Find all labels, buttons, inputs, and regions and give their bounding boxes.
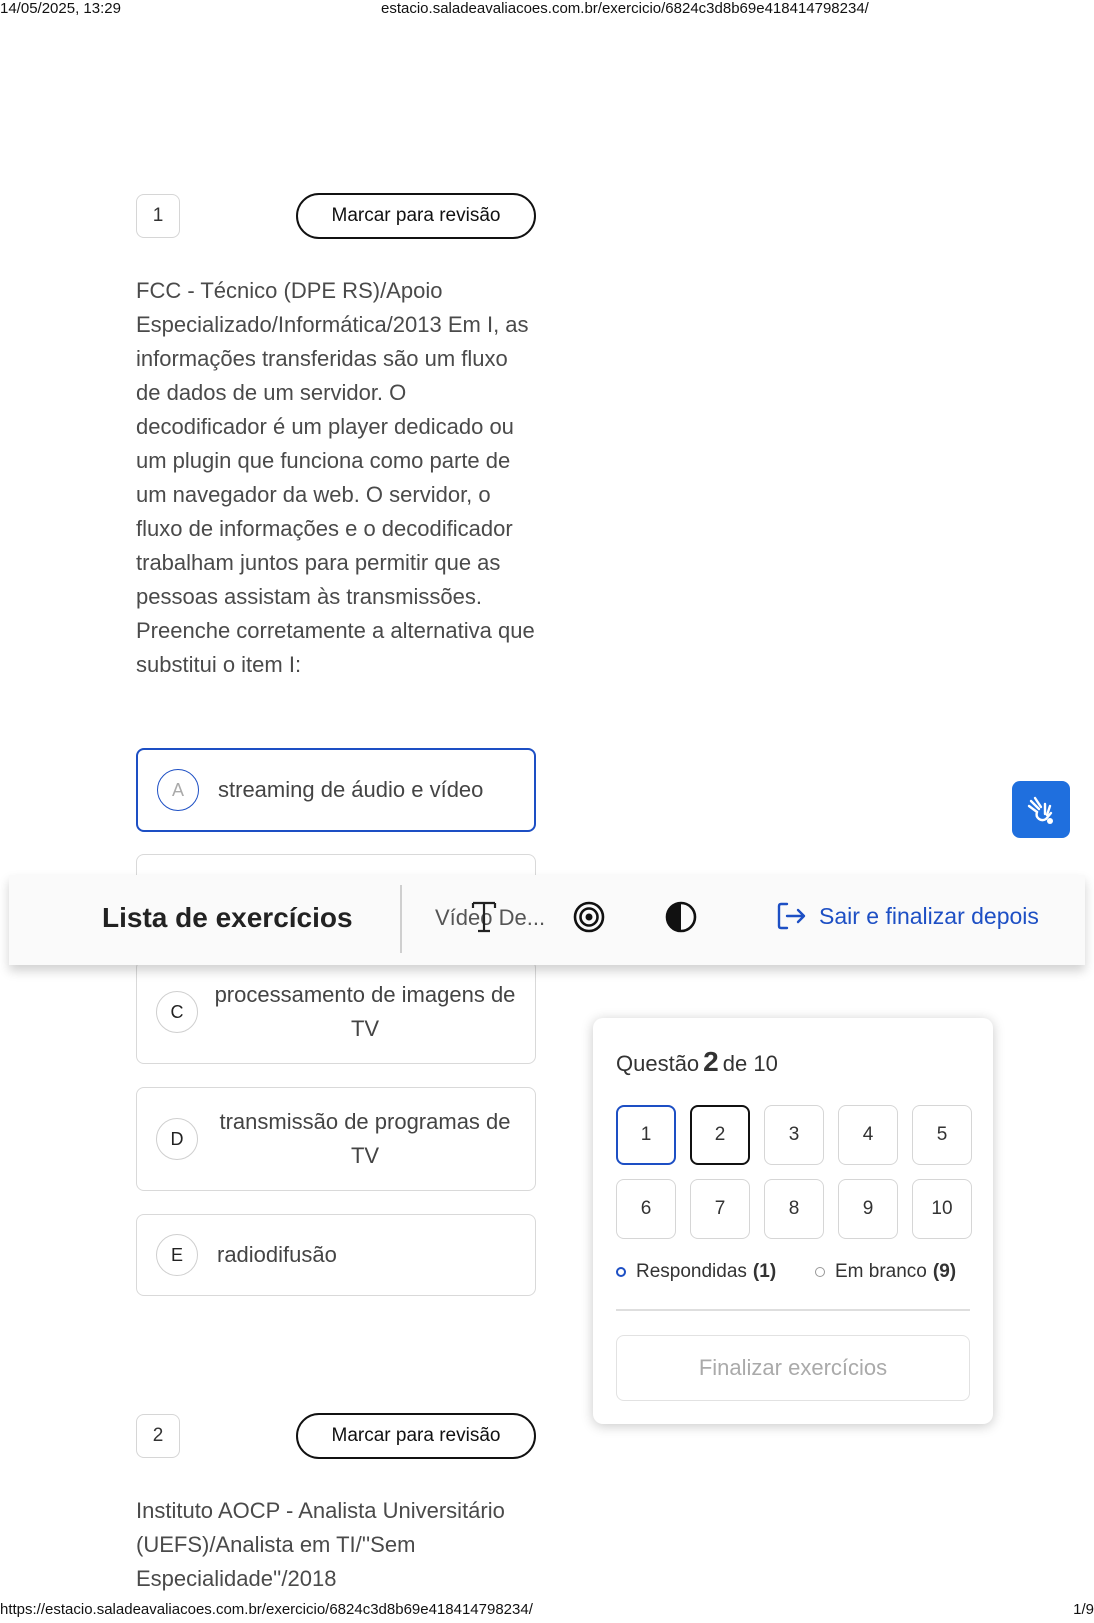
- current-question: 2: [703, 1046, 719, 1077]
- question-link[interactable]: 4: [838, 1105, 898, 1165]
- exercise-toolbar: [9, 875, 1085, 965]
- option-text: streaming de áudio e vídeo: [218, 777, 484, 802]
- answered-dot-icon: [616, 1267, 626, 1277]
- question-link[interactable]: 6: [616, 1179, 676, 1239]
- option-letter: C: [156, 991, 198, 1033]
- blank-dot-icon: [815, 1267, 825, 1277]
- question-link[interactable]: 10: [912, 1179, 972, 1239]
- text-size-icon[interactable]: [469, 900, 499, 939]
- option-e[interactable]: [136, 1214, 536, 1296]
- question-text: Instituto AOCP - Analista Universitário (UEFS)/Analista em TI/''Sem Especialidade''/2018: [136, 1498, 505, 1591]
- toolbar-divider: [400, 885, 402, 953]
- question-grid: [616, 1105, 970, 1239]
- legend-answered: Respondidas (1): [616, 1261, 776, 1283]
- legend-blank: Em branco (9): [815, 1261, 956, 1283]
- question-navigator: [593, 1018, 993, 1424]
- option-text: processamento de imagens de TV: [214, 982, 516, 1041]
- question-link[interactable]: 8: [764, 1179, 824, 1239]
- question-link[interactable]: 1: [616, 1105, 676, 1165]
- sign-language-button[interactable]: [1012, 781, 1070, 838]
- navigator-title: Questão 2 de 10: [616, 1046, 778, 1077]
- navigator-divider: [616, 1309, 970, 1311]
- mark-for-review-button[interactable]: Marcar para revisão: [296, 193, 536, 239]
- target-icon[interactable]: [572, 900, 606, 939]
- print-header: [0, 0, 1094, 20]
- print-footer: [0, 1601, 1094, 1623]
- sign-language-icon: [1023, 792, 1059, 828]
- option-text: radiodifusão: [217, 1242, 337, 1267]
- toolbar-title: Lista de exercícios: [102, 902, 353, 933]
- mark-for-review-button[interactable]: Marcar para revisão: [296, 1413, 536, 1459]
- question-number: 1: [136, 194, 180, 238]
- question-number: 2: [136, 1414, 180, 1458]
- option-c[interactable]: [136, 960, 536, 1064]
- question-link[interactable]: 2: [690, 1105, 750, 1165]
- option-text: transmissão de programas de TV: [219, 1109, 511, 1168]
- exit-button[interactable]: [775, 900, 1039, 932]
- exit-label: Sair e finalizar depois: [819, 902, 1039, 929]
- question-link[interactable]: 9: [838, 1179, 898, 1239]
- question-link[interactable]: 7: [690, 1179, 750, 1239]
- video-button[interactable]: Vídeo De...: [435, 905, 546, 930]
- option-d[interactable]: [136, 1087, 536, 1191]
- print-header-url: estacio.saladeavaliacoes.com.br/exercicio/6824c3d8b69e418414798234/: [381, 0, 869, 17]
- print-page-number: 1/9: [1073, 1601, 1094, 1618]
- question-link[interactable]: 5: [912, 1105, 972, 1165]
- option-letter: D: [156, 1118, 198, 1160]
- option-letter: E: [156, 1234, 198, 1276]
- exit-icon: [775, 900, 807, 932]
- finish-exercises-button[interactable]: Finalizar exercícios: [616, 1335, 970, 1401]
- option-a[interactable]: [136, 748, 536, 832]
- print-datetime: 14/05/2025, 13:29: [0, 0, 121, 17]
- option-letter: A: [157, 769, 199, 811]
- question-link[interactable]: 3: [764, 1105, 824, 1165]
- contrast-icon[interactable]: [664, 900, 698, 939]
- print-footer-url: https://estacio.saladeavaliacoes.com.br/exercicio/6824c3d8b69e418414798234/: [0, 1601, 533, 1618]
- question-text: FCC - Técnico (DPE RS)/Apoio Especializado/Informática/2013 Em I, as informações transferidas são um fluxo de dados de um servidor. O decodificador é um player dedicado ou um plugin que funciona como parte de um navegador da web. O servidor, o fluxo de informações e o decodificador trabalham juntos para permitir que as pessoas assistam às transmissões. Preenche corretamente a alternativa que substitui o item I:: [136, 278, 535, 677]
